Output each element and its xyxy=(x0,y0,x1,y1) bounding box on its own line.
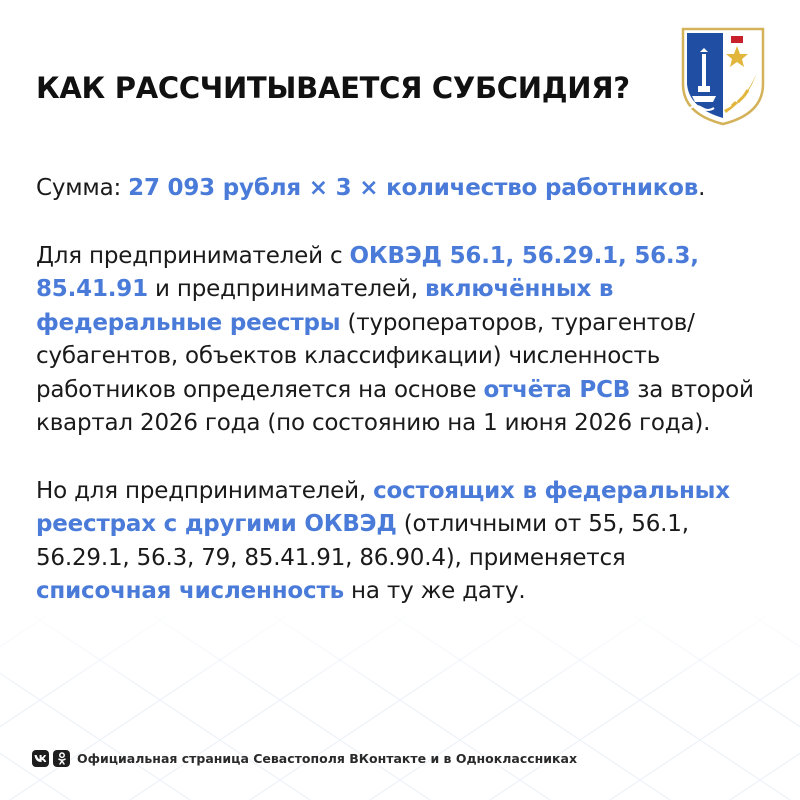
rsv-paragraph xyxy=(36,240,766,441)
amount-end: . xyxy=(698,175,706,201)
rsv-report: отчёта РСВ xyxy=(483,376,631,403)
other-okved-paragraph xyxy=(36,475,766,609)
odnoklassniki-icon[interactable] xyxy=(53,750,70,767)
okved-codes: ОКВЭД 56.1, 56.29.1, 56.3, 85.41.91 xyxy=(36,242,699,302)
amount-paragraph xyxy=(36,172,766,206)
text: Но для предпринимателей, xyxy=(36,477,374,504)
other-registries: состоящих в федеральных реестрах с другими ОКВЭД xyxy=(36,477,730,537)
federal-registries: включённых в федеральные реестры xyxy=(36,276,614,336)
amount-label: Сумма: xyxy=(36,175,129,201)
sevastopol-emblem-icon xyxy=(680,26,766,126)
text: за второй квартал 2026 года (по состоянию на 1 июня 2026 года). xyxy=(36,376,754,436)
content xyxy=(36,172,766,643)
text: (туроператоров, турагентов/субагентов, объектов классификации) численность работников определяется на основе xyxy=(36,309,695,403)
text: Для предпринимателей с xyxy=(36,242,350,269)
amount-formula: 27 093 рубля × 3 × количество работников xyxy=(128,175,699,201)
text: и предпринимателей, xyxy=(147,276,425,302)
footer xyxy=(32,750,577,767)
footer-text: Официальная страница Севастополя ВКонтакте и в Одноклассниках xyxy=(77,751,578,766)
text: (отличными от 55, 56.1, 56.29.1, 56.3, 79, 85.41.91, 86.90.4), применяется xyxy=(36,511,689,571)
page-title: КАК РАССЧИТЫВАЕТСЯ СУБСИДИЯ? xyxy=(36,71,630,105)
text: на ту же дату. xyxy=(343,578,526,604)
vk-icon[interactable] xyxy=(32,750,49,767)
headcount: списочная численность xyxy=(36,578,344,604)
